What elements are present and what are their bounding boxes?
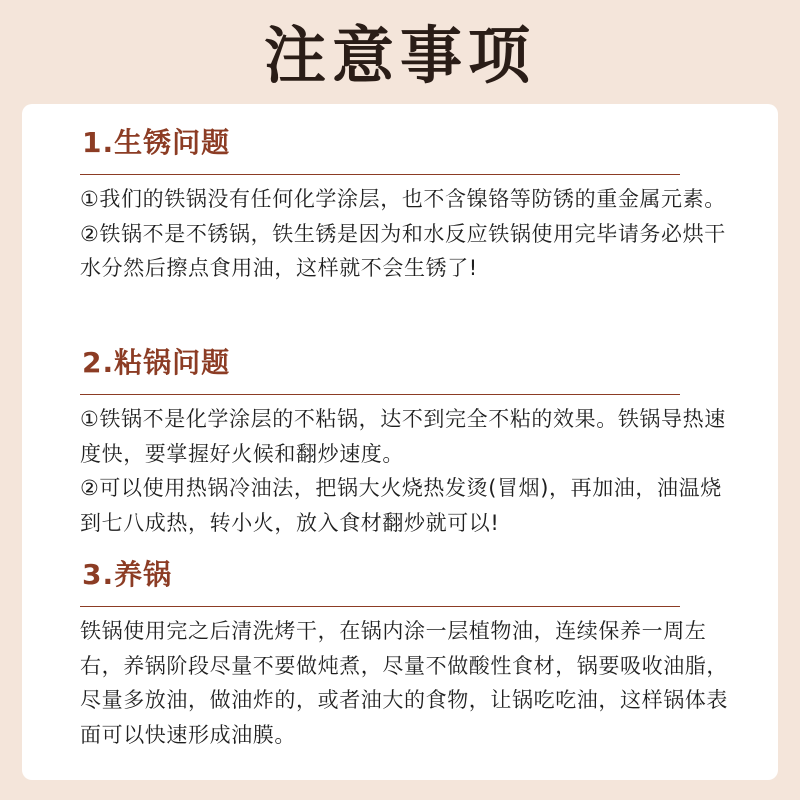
page-title: 注意事项 xyxy=(263,19,536,92)
content-card xyxy=(22,104,778,780)
section-title: 2.粘锅问题 xyxy=(82,346,231,379)
paragraph: ②铁锅不是不锈锅，铁生锈是因为和水反应铁锅使用完毕请务必烘干水分然后擦点食用油，这样就不会生锈了! xyxy=(80,221,726,280)
paragraph: ①我们的铁锅没有任何化学涂层，也不含镍铬等防锈的重金属元素。 xyxy=(80,187,726,211)
section-body xyxy=(80,402,735,540)
section-divider xyxy=(80,606,680,607)
paragraph: ①铁锅不是化学涂层的不粘锅，达不到完全不粘的效果。铁锅导热速度快，要掌握好火候和翻炒速度。 xyxy=(80,407,726,466)
paragraph: ②可以使用热锅冷油法，把锅大火烧热发烫(冒烟)，再加油，油温烧到七八成热，转小火，放入食材翻炒就可以! xyxy=(80,476,722,535)
section-body xyxy=(80,614,735,752)
section-divider xyxy=(80,174,680,175)
section-rust xyxy=(80,118,740,286)
section-divider xyxy=(80,394,680,395)
section-body xyxy=(80,182,735,286)
section-title: 3.养锅 xyxy=(82,558,173,591)
section-title: 1.生锈问题 xyxy=(82,126,231,159)
paragraph: 铁锅使用完之后清洗烤干，在锅内涂一层植物油，连续保养一周左右，养锅阶段尽量不要做炖煮，尽量不做酸性食材，锅要吸收油脂，尽量多放油，做油炸的，或者油大的食物，让锅吃吃油，这样锅体表面可以快速形成油膜。 xyxy=(80,619,728,747)
section-seasoning xyxy=(80,550,740,752)
section-sticking xyxy=(80,338,740,540)
